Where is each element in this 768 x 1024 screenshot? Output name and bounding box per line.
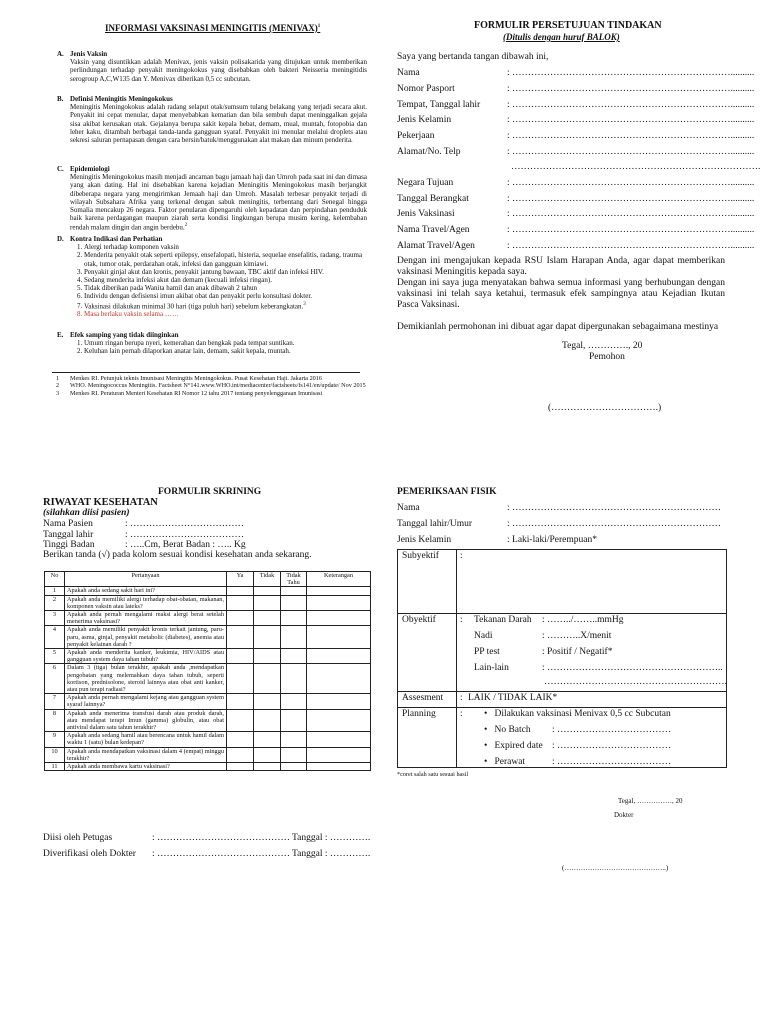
table-row	[45, 626, 371, 649]
grid-divider	[456, 550, 457, 767]
section-heading: Definisi Meningitis Meningokokus	[70, 95, 173, 103]
answer-yes-cell[interactable]	[227, 709, 254, 732]
table-row	[45, 763, 371, 771]
col-no: No	[45, 572, 65, 587]
list-item: 2. Menderita penyakit otak seperti epilepsy, ensefalopati, histeria, sequelae ensefalitis, radang, trauma otak, tumor otak, perdarahan otak, infeksi dan gangguan kimiawi.	[84, 251, 367, 267]
screening-instruction: Berikan tanda (√) pada kolom sesuai kondisi kesehatan anda sekarang.	[43, 550, 312, 560]
row-number: 3	[45, 611, 65, 626]
row-number: 4	[45, 626, 65, 649]
exam-subjective-field[interactable]	[464, 552, 722, 610]
section-heading: Epidemiologi	[70, 165, 110, 173]
vital-other-cont[interactable]: ………………………………………………….	[544, 677, 727, 687]
exam-planning-label: Planning	[402, 709, 436, 719]
screening-subtitle: RIWAYAT KESEHATAN	[43, 497, 158, 508]
bullet-icon: •	[484, 757, 495, 767]
col-no-answer: Tidak	[254, 572, 281, 587]
answer-yes-cell[interactable]	[227, 595, 254, 610]
row-question: Apakah anda mendapatkan vaksinasi dalam 4 (empat) minggu terakhir?	[65, 747, 227, 762]
answer-unknown-cell[interactable]	[281, 626, 307, 649]
answer-unknown-cell[interactable]	[281, 664, 307, 694]
col-unknown: Tidak Tahu	[281, 572, 307, 587]
colon: :	[460, 693, 463, 703]
vital-other[interactable]: Lain-lain : ………………………………………………..	[474, 663, 723, 673]
table-row	[45, 611, 371, 626]
answer-unknown-cell[interactable]	[281, 694, 307, 709]
answer-no-cell[interactable]	[254, 709, 281, 732]
vital-pp-test[interactable]: PP test : Positif / Negatif*	[474, 647, 613, 657]
answer-unknown-cell[interactable]	[281, 747, 307, 762]
list-item: 2. Keluhan lain pernah dilaporkan anatar lain, demam, sakit kepala, muntah.	[84, 347, 367, 355]
table-row	[45, 649, 371, 664]
screening-table	[44, 571, 371, 771]
table-row	[45, 664, 371, 694]
plan-item-vaccination[interactable]: • Dilakukan vaksinasi Menivax 0,5 cc Subcutan	[484, 709, 671, 719]
row-number: 1	[45, 587, 65, 595]
section-heading: Kontra Indikasi dan Perhatian	[70, 235, 163, 243]
answer-no-cell[interactable]	[254, 694, 281, 709]
bullet-icon: •	[484, 725, 495, 735]
consent-intro: Saya yang bertanda tangan dibawah ini,	[397, 52, 549, 62]
consent-para-3: Demikianlah permohonan ini dibuat agar dapat dipergunakan sebagaimana mestinya	[397, 322, 719, 332]
answer-yes-cell[interactable]	[227, 763, 254, 771]
notes-cell[interactable]	[307, 763, 371, 771]
footnote-ref: 2	[184, 223, 188, 229]
row-question: Dalam 3 (tiga) bulan terakhir, apakah anda ,mendapatkan pengobatan yang melemahkan daya tahan tubuh, seperti kortison, prednisolone, steroid lainnya atau obat anti kanker, atau pun terapi radiasi?	[65, 664, 227, 694]
row-question: Apakah anda membawa kartu vaksinasi?	[65, 763, 227, 771]
section-heading: Jenis Vaksin	[70, 50, 108, 58]
answer-unknown-cell[interactable]	[281, 595, 307, 610]
consent-subtitle: (Ditulis dengan huruf BALOK)	[503, 32, 620, 42]
notes-cell[interactable]	[307, 664, 371, 694]
notes-cell[interactable]	[307, 611, 371, 626]
side-effect-list	[70, 339, 367, 355]
section-heading: Efek samping yang tidak diinginkan	[70, 331, 179, 339]
answer-unknown-cell[interactable]	[281, 732, 307, 747]
plan-item-nurse[interactable]: • Perawat : ………………………………	[484, 757, 672, 767]
colon: :	[460, 551, 463, 561]
answer-no-cell[interactable]	[254, 664, 281, 694]
vital-pulse[interactable]: Nadi : ………..X/menit	[474, 631, 612, 641]
exam-title: PEMERIKSAAN FISIK	[397, 487, 497, 497]
list-item: 8. Masa berlaku vaksin selama ……	[84, 310, 367, 318]
info-section-b: B. Definisi Meningitis Meningokokus Meningitis Meningokokus adalah radang selaput otak/sumsum tulang belakang yang terjadi secara akut. Penyakit ini cepat menular, dapat menyebabkan kematian dan bila sembuh dapat meninggalkan gejala sisa akibat kerusakan otak. Gejalanya berupa sakit kepala hebat, demam, mual, muntah, fotopobia dan leher kaku, ditambah berbagai tanda-tanda gangguan syaraf. Penyakit ini menular melalui droplets atau sekresi saluran pernapasan dengan cara bersin/batuk/menggunakan alat makan dan minum penderita.	[57, 95, 367, 145]
list-item: 5. Tidak diberikan pada Wanita hamil dan anak dibawah 2 tahun	[84, 284, 367, 292]
grid-divider	[398, 613, 726, 614]
row-number: 10	[45, 747, 65, 762]
bullet-icon: •	[484, 741, 495, 751]
row-question: Apakah anda memiliki alergi terhadap obat-obatan, makanan, komponen vaksin atau lateks?	[65, 595, 227, 610]
consent-paragraphs	[397, 256, 725, 333]
section-text: Vaksin yang disuntikkan adalah Menivax, jenis vaksin polisakarida yang ditujukan untuk memberikan perlindungan terhadap penyakit meningokokus yang disebabkan oleh bakteri Neisseria meningitidis serogroup A,C,W135 dan Y. Menivax diberikan 0,5 cc subcutan.	[70, 58, 367, 83]
screening-note: (silahkan diisi pasien)	[43, 508, 130, 518]
col-question: Pertanyaan	[65, 572, 227, 587]
plan-item-expired[interactable]: • Expired date : ………………………………	[484, 741, 672, 751]
row-question: Apakah anda pernah mengalami reaksi alergi berat setelah menerima vaksinasi?	[65, 611, 227, 626]
list-item: 3. Penyakit ginjal akut dan kronis, penyakit jantung bawaan, TBC aktif dan infeksi HIV.	[84, 268, 367, 276]
col-yes: Ya	[227, 572, 254, 587]
info-title-footnote-ref: 1	[317, 24, 321, 29]
answer-no-cell[interactable]	[254, 747, 281, 762]
exam-subjective-label: Subyektif	[402, 551, 439, 561]
list-item: 1. Umum ringan berupa nyeri, kemerahan dan bengkak pada tempat suntikan.	[84, 339, 367, 347]
row-question: Apakah anda sedang hamil atau berencana untuk hamil dalam waktu 1 (satu) bulan kedepan?	[65, 732, 227, 747]
section-text: Meningitis Meningokokus adalah radang selaput otak/sumsum tulang belakang yang terjadi secara akut. Penyakit ini cepat menular, dapat menyebabkan kematian dan bila sembuh dapat meninggalkan gejala sisa akibat kerusakan otak. Gejalanya berupa sakit kepala hebat, demam, mual, muntah, fotopobia dan leher kaku, ditambah berbagai tanda-tanda gangguan syaraf. Penyakit ini menular melalui droplets atau sekresi saluran pernapasan dengan cara bersin/batuk/menggunakan alat makan dan minum penderita.	[70, 103, 367, 145]
answer-no-cell[interactable]	[254, 649, 281, 664]
answer-unknown-cell[interactable]	[281, 649, 307, 664]
vital-bp[interactable]: Tekanan Darah : ……../……..mmHg	[474, 615, 624, 625]
footnote-item: 1 Menkes RI. Petunjuk teknis Imunisasi Meningitis Meningokokus. Pusat Kesehatan Haji. Jakarta 2016	[56, 375, 322, 382]
grid-divider	[398, 691, 726, 692]
consent-para-1: Dengan ini mengajukan kepada RSU Islam Harapan Anda, agar dapat memberikan vaksinasi Meningitis kepada saya.	[397, 256, 725, 277]
answer-yes-cell[interactable]	[227, 611, 254, 626]
table-row	[45, 694, 371, 709]
notes-cell[interactable]	[307, 694, 371, 709]
table-row	[45, 709, 371, 732]
exam-assessment-value[interactable]: LAIK / TIDAK LAIK*	[468, 693, 558, 703]
answer-no-cell[interactable]	[254, 595, 281, 610]
info-title: INFORMASI VAKSINASI MENINGITIS (MENIVAX)$^1$	[105, 23, 321, 33]
footnotes	[56, 375, 366, 397]
consent-place-date: Tegal, …………., 20	[562, 341, 643, 351]
table-row	[45, 747, 371, 762]
list-item: 4. Sedang menderita infeksi akut dan demam (kecuali infeksi ringan).	[84, 276, 367, 284]
info-section-e: E. Efek samping yang tidak diinginkan 1. Umum ringan berupa nyeri, kemerahan dan bengkak pada tempat suntikan. 2. Keluhan lain pernah dilaporkan anatar lain, demam, sakit kepala, muntah.	[57, 331, 367, 356]
row-question: Apakah anda pernah mengalami kejang atau gangguan system syaraf lainnya?	[65, 694, 227, 709]
exam-signature-line[interactable]: (……………………………………..)	[562, 864, 669, 872]
answer-unknown-cell[interactable]	[281, 709, 307, 732]
consent-signature-line[interactable]: (…………………………….)	[548, 403, 662, 413]
row-question: Apakah anda memiliki penyakit kronis terkait jantung, paru-paru, asma, ginjal, penyakit metabolic (diabetes), anemia atau penyakit kelainan darah ?	[65, 626, 227, 649]
exam-grid	[397, 549, 727, 768]
answer-yes-cell[interactable]	[227, 747, 254, 762]
table-row	[45, 587, 371, 595]
table-row	[45, 595, 371, 610]
row-number: 5	[45, 649, 65, 664]
answer-yes-cell[interactable]	[227, 649, 254, 664]
consent-signer-role: Pemohon	[589, 352, 625, 362]
notes-cell[interactable]	[307, 595, 371, 610]
list-item: 1. Alergi terhadap komponen vaksin	[84, 243, 367, 251]
info-section-a: A. Jenis Vaksin Vaksin yang disuntikkan adalah Menivax, jenis vaksin polisakarida yang ditujukan untuk memberikan perlindungan terhadap penyakit meningokokus yang disebabkan oleh bakteri Neisseria meningitidis serogroup A,C,W135 dan Y. Menivax diberikan 0,5 cc subcutan.	[57, 50, 367, 83]
consent-para-2: Dengan ini saya juga menyatakan bahwa semua informasi yang berhubungan dengan vaksinasi ini telah saya ketahui, termasuk efek sampingnya atau Kejadian Ikutan Pasca Vaksinasi.	[397, 278, 725, 310]
exam-signer-role: Dokter	[614, 811, 634, 819]
footnote-ref: 3	[303, 301, 306, 307]
answer-no-cell[interactable]	[254, 763, 281, 771]
answer-yes-cell[interactable]	[227, 587, 254, 595]
notes-cell[interactable]	[307, 709, 371, 732]
exam-assessment-label: Assesment	[402, 693, 444, 703]
exam-objective-label: Obyektif	[402, 615, 436, 625]
table-header	[45, 572, 371, 587]
notes-cell[interactable]	[307, 747, 371, 762]
plan-item-batch[interactable]: • No Batch : ………………………………	[484, 725, 672, 735]
colon: :	[460, 615, 463, 625]
footnote-item: 2 WHO. Meningococcus Meningitis. Factsheet N°141.www.WHO.int/mediacenter/factsheets/fs141/en/update/ Nov 2015	[56, 382, 366, 390]
grid-divider	[398, 707, 726, 708]
notes-cell[interactable]	[307, 626, 371, 649]
answer-yes-cell[interactable]	[227, 664, 254, 694]
row-number: 9	[45, 732, 65, 747]
colon: :	[460, 709, 463, 719]
exam-place-date: Tegal, ……………, 20	[618, 797, 683, 805]
contraindication-list	[70, 243, 367, 318]
notes-cell[interactable]	[307, 649, 371, 664]
row-number: 8	[45, 709, 65, 732]
section-text: Meningitis Meningokokus masih menjadi ancaman bagu jamaah haji dan Umroh pada saat ini dan dimasa yang akan dating. Hal ini disebabkan karena kejadian Meningitis Meningokokus masih berjangkit dibeberapa negara yang mengirimkan Jemaah haji dan Umroh. Masalah terbesar penyakit terjadi di wilayah Subsahara Afrika yang terkenal dengan sabuk meningitis, terbentang dari Senegal hingga Somalia mencakup 26 negara. Faktor penularan dipengaruhi oleh kepadatan dan perpindahan penduduk baik karena perdagangan maupun ziarah serta kondisi lingkungan berupa musim kering, kelembaban rendah malam dingin dan angin berdebu.$^2$	[70, 173, 367, 232]
footnote-item: 3 Menkes RI. Peraturan Menteri Kesehatan RI Nomor 12 tahu 2017 tentang penyelenggaraan Imunisasi	[56, 389, 323, 397]
notes-cell[interactable]	[307, 732, 371, 747]
answer-yes-cell[interactable]	[227, 626, 254, 649]
list-item: 7. Vaksinasi dilakukan minimal 30 hari (tiga puluh hari) sebelum keberangkatan.$^3$	[84, 301, 367, 311]
row-question: Apakah anda menerima transfusi darah atau produk darah, atau mendapat terapi Imun (gamma) globulin, atau obat antiviral dalam satu tahun terakhir?	[65, 709, 227, 732]
col-notes: Keterangan	[307, 572, 371, 587]
list-item: 6. Individu dengan defisiensi imun akibat obat dan penyakit perlu konsultasi dokter.	[84, 292, 367, 300]
info-section-d: D. Kontra Indikasi dan Perhatian 1. Alergi terhadap komponen vaksin 2. Menderita penyakit otak seperti epilepsy, ensefalopati, histeria, sequelae ensefalitis, radang, trauma otak, tumor otak, perdarahan otak, infeksi dan gangguan kimiawi. 3. Penyakit ginjal akut dan kronis, penyakit jantung bawaan, TBC aktif dan infeksi HIV. 4. Sedang menderita infeksi akut dan demam (kecuali infeksi ringan). 5. Tidak diberikan pada Wanita hamil dan anak dibawah 2 tahun 6. Individu dengan defisiensi imun akibat obat dan penyakit perlu konsultasi dokter. 7. Vaksinasi dilakukan minimal 30 hari (tiga puluh hari) sebelum keberangkatan.$^3$ 8. Masa berlaku vaksin selama ……	[57, 235, 367, 318]
answer-yes-cell[interactable]	[227, 694, 254, 709]
row-question: Apakah anda menderita kanker, leukimia, HIV/AIDS atau gangguan system daya tahan tubuh?	[65, 649, 227, 664]
consent-title: FORMULIR PERSETUJUAN TINDAKAN	[474, 20, 662, 31]
info-section-c: C. Epidemiologi Meningitis Meningokokus masih menjadi ancaman bagu jamaah haji dan Umroh pada saat ini dan dimasa yang akan dating. Hal ini disebabkan karena kejadian Meningitis Meningokokus masih berjangkit dibeberapa negara yang mengirimkan Jemaah haji dan Umroh. Masalah terbesar penyakit terjadi di wilayah Subsahara Afrika yang terkenal dengan sabuk meningitis, terbentang dari Senegal hingga Somalia mencakup 26 negara. Faktor penularan dipengaruhi oleh kepadatan dan perpindahan penduduk baik karena perdagangan maupun ziarah serta kondisi lingkungan berupa musim kering, kelembaban rendah malam dingin dan angin berdebu.$^2$	[57, 165, 367, 232]
answer-no-cell[interactable]	[254, 732, 281, 747]
row-number: 2	[45, 595, 65, 610]
row-question: Apakah anda sedang sakit hari ini?	[65, 587, 227, 595]
row-number: 11	[45, 763, 65, 771]
footnote-divider	[52, 372, 360, 373]
exam-note: *coret salah satu sesuai hasil	[397, 771, 469, 778]
table-row	[45, 732, 371, 747]
answer-no-cell[interactable]	[254, 587, 281, 595]
notes-cell[interactable]	[307, 587, 371, 595]
answer-no-cell[interactable]	[254, 611, 281, 626]
bullet-icon: •	[484, 709, 495, 719]
answer-unknown-cell[interactable]	[281, 763, 307, 771]
screening-title: FORMULIR SKRINING	[158, 487, 262, 497]
answer-yes-cell[interactable]	[227, 732, 254, 747]
row-number: 7	[45, 694, 65, 709]
answer-no-cell[interactable]	[254, 626, 281, 649]
answer-unknown-cell[interactable]	[281, 587, 307, 595]
row-number: 6	[45, 664, 65, 694]
answer-unknown-cell[interactable]	[281, 611, 307, 626]
